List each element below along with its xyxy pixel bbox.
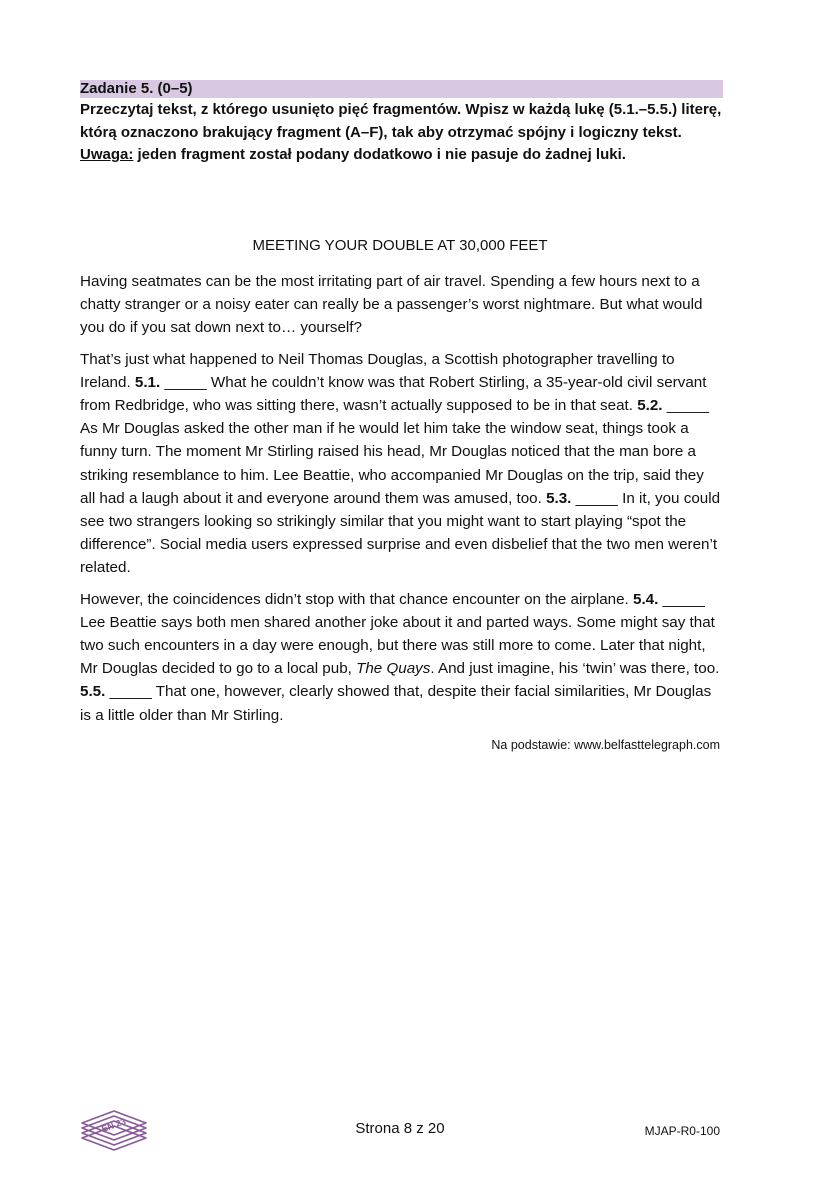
gap-5-2-blank: _____ (666, 397, 709, 415)
text-span: In it, you could see two strangers looking so strikingly similar that you might want to start playing “spot the difference”. Social media users expressed surprise and even disbelief that the two men weren’t related. (80, 489, 721, 577)
cke-logo-icon (78, 1104, 150, 1154)
text-span: . And just imagine, his ‘twin’ was there, too. (430, 660, 720, 678)
text-span: What he couldn’t know was that Robert Stirling, a 35-year-old civil servant from Redbridge, who was sitting there, wasn’t actually supposed to be in that seat. (80, 373, 707, 415)
article-paragraph-2 (80, 348, 722, 580)
instruction-text: Przeczytaj tekst, z którego usunięto pięć fragmentów. Wpisz w każdą lukę (5.1.–5.5.) literę, którą oznaczono brakujący fragment (A–F), tak aby otrzymać spójny i logiczny tekst. (80, 101, 722, 141)
pub-name: The Quays (356, 660, 431, 678)
gap-5-1-blank: _____ (164, 373, 207, 391)
page-number: Strona 8 z 20 (355, 1120, 445, 1137)
article-paragraph-1: Having seatmates can be the most irritating part of air travel. Spending a few hours next to a chatty stranger or a noisy eater can really be a passenger’s worst nightmare. But what would you do if you sat down next to… yourself? (80, 273, 703, 337)
article-body (80, 270, 722, 735)
note-label: Uwaga: (80, 146, 134, 163)
gap-5-4-blank: _____ (662, 590, 705, 608)
instruction-note (80, 144, 730, 167)
logo-text: EN 23 (100, 1116, 128, 1135)
exam-code: MJAP-R0-100 (644, 1124, 720, 1138)
gap-5-3-blank: _____ (575, 489, 618, 507)
gap-5-1-number: 5.1. (134, 373, 161, 391)
gap-5-5-blank: _____ (109, 683, 152, 701)
text-span: That’s just what happened to Neil Thomas Douglas, a Scottish photographer travelling to Ireland. (80, 350, 675, 391)
article-paragraph-3 (80, 588, 722, 727)
note-text: jeden fragment został podany dodatkowo i nie pasuje do żadnej luki. (133, 146, 626, 163)
gap-5-5-number: 5.5. (80, 683, 106, 701)
task-header-text: Zadanie 5. (0–5) (80, 80, 193, 97)
gap-5-4-number: 5.4. (633, 590, 659, 608)
gap-5-2-number: 5.2. (637, 397, 663, 415)
source-citation: Na podstawie: www.belfasttelegraph.com (491, 738, 720, 752)
gap-5-3-number: 5.3. (546, 489, 572, 507)
task-instruction (80, 99, 730, 167)
text-span: Lee Beattie says both men shared another joke about it and parted ways. Some might say that two such encounters in a day were enough, but there was still more to come. Later that night, Mr Douglas decided to go to a local pub, (80, 613, 715, 678)
text-span: That one, however, clearly showed that, despite their facial similarities, Mr Douglas is a little older than Mr Stirling. (80, 683, 712, 724)
task-header (80, 80, 723, 98)
text-span: However, the coincidences didn’t stop with that chance encounter on the airplane. (80, 590, 634, 608)
text-span: As Mr Douglas asked the other man if he would let him take the window seat, things took a funny turn. The moment Mr Stirling raised his head, Mr Douglas noticed that the man bore a striking resemblance to him. Lee Beattie, who accompanied Mr Douglas on the trip, said they all had a laugh about it and everyone around them was amused, too. (80, 420, 704, 507)
article-title: MEETING YOUR DOUBLE AT 30,000 FEET (252, 237, 548, 254)
